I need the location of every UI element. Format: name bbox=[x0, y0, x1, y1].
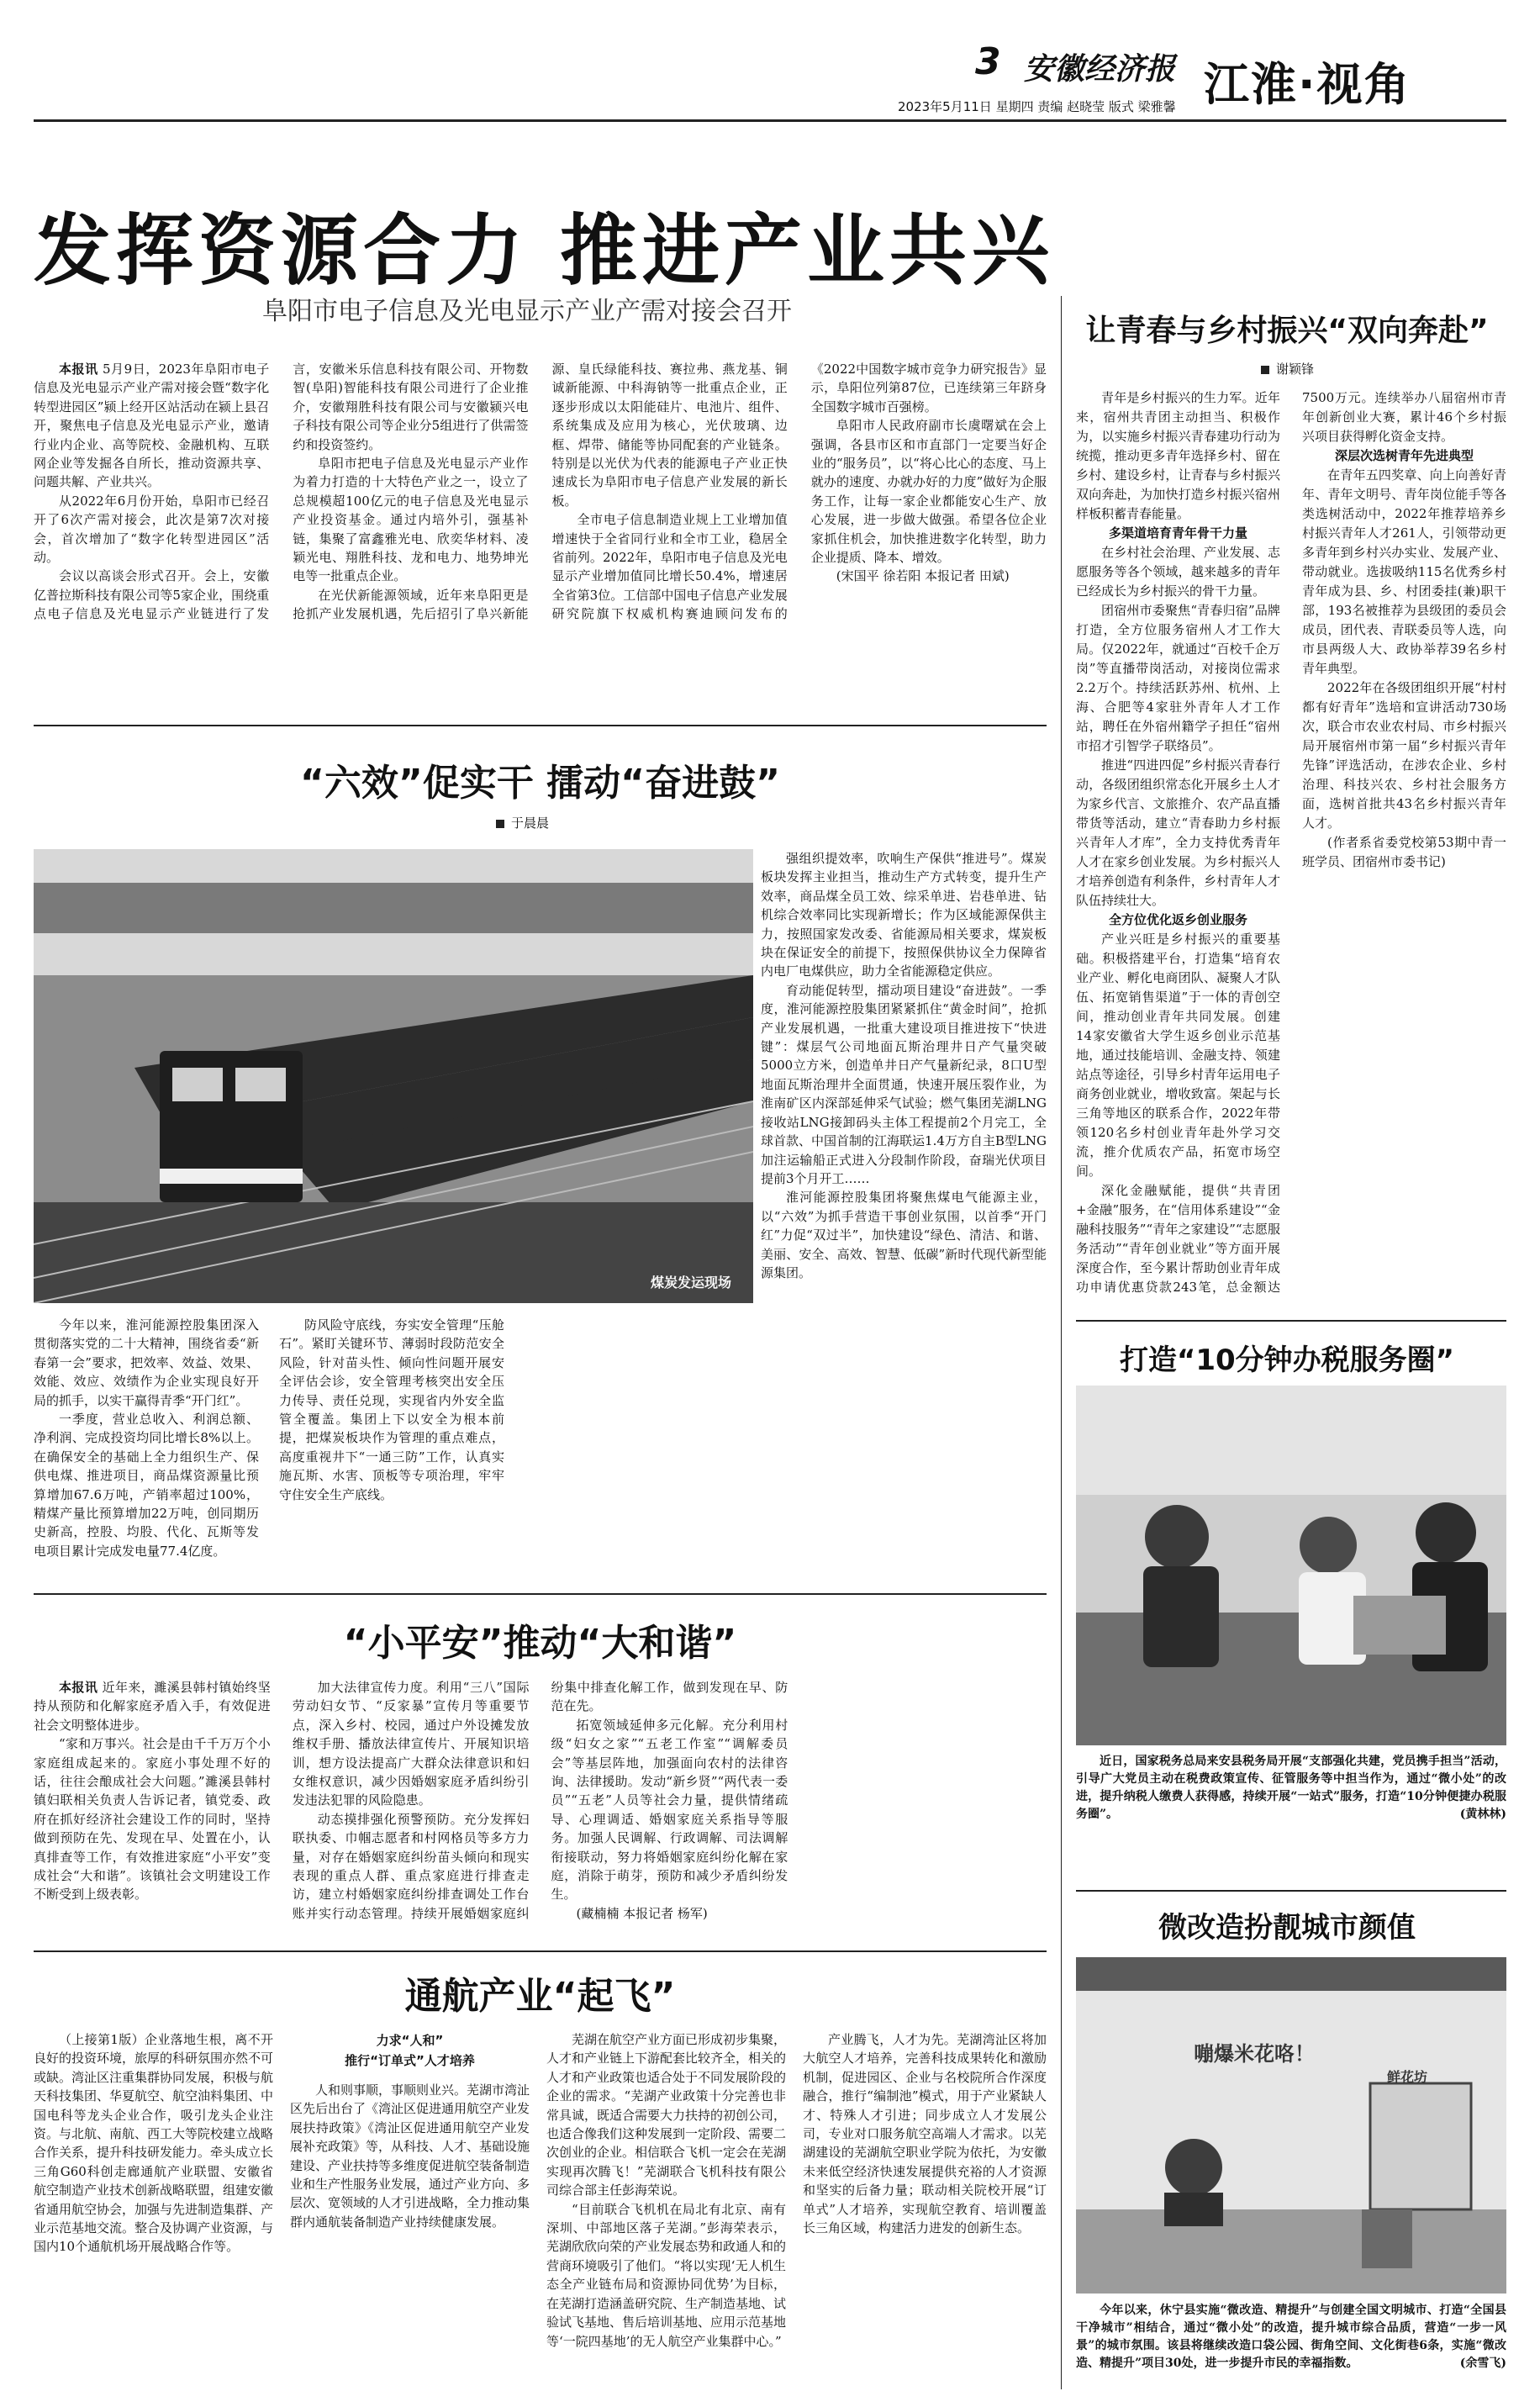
qingchun-paragraph: 团宿州市委聚焦“青春归宿”品牌打造，全方位服务宿州人才工作大局。仅2022年，就通过“百校千企万岗”等直播带岗活动，对接岗位需求2.2万个。持续活跃苏州、杭州、上海、合肥等4家驻外青年人才工作站，聘任在外宿州籍学子担任“宿州市招才引智学子联络员”。 bbox=[1076, 603, 1280, 753]
banshui-top-rule bbox=[1076, 1320, 1506, 1322]
photo-caption: 煤炭发运现场 bbox=[650, 1275, 731, 1291]
qingchun-byline: 谢颖锋 bbox=[1261, 360, 1314, 377]
qingchun-paragraph: 在青年五四奖章、向上向善好青年、青年文明号、青年岗位能手等各类选树活动中，2022年推荐培养乡村振兴青年人才261人，引领带动更多青年到乡村兴办实业、发展产业、带动就业。选拔吸纳115名优秀乡村青年成为县、乡、村团委挂(兼)职干部，193名被推荐为县级团的委员会成员，团代表、青联委员等人选，向市县两级人大、政协举荐39名乡村青年典型。 bbox=[1302, 467, 1506, 676]
lead-paragraph: 会议以高谈会形式召开。会上，安徽亿普拉斯科技有限公司等5家企业，围绕重点电子信息及光电显示产业链进行了发言，安徽米乐信息科技有限公司、开物数智(阜阳)智能科技有限公司进行了企业推介，安徽翔胜科技有限公司与安徽颍兴电子科技有限公司等企业分5组进行了供需签约和投资签约。 bbox=[34, 362, 529, 622]
weigaizao-top-rule bbox=[1076, 1890, 1506, 1892]
qingchun-paragraph: 在乡村社会治理、产业发展、志愿服务等各个领域，越来越多的青年已经成长为乡村振兴的骨干力量。 bbox=[1076, 545, 1280, 599]
banshui-caption: 近日，国家税务总局来安县税务局开展“支部强化共建，党员携手担当”活动，引导广大党员主动在税费政策宣传、征管服务等中担当作为，通过“微小处”的改进，提升纳税人缴费人获得感，持续开展“一站式”服务，打造“10分钟便捷办税服务圈”。 (黄林林) bbox=[1076, 1753, 1506, 1824]
lead-label: 本报讯 bbox=[59, 1680, 98, 1695]
lead-paragraph: 本报讯 5月9日，2023年阜阳市电子信息及光电显示产业产需对接会暨“数字化转型进园区”颍上经开区站活动在颍上县召开，聚焦电子信息及光电显示产业，邀请行业内企业、高等院校、金融机构、互联网企业等发掘各自所长，推动资源共享、问题共解、产业共兴。 bbox=[34, 362, 270, 490]
qingchun-title: 让青春与乡村振兴“双向奔赴” bbox=[1085, 314, 1489, 348]
liuxiao-paragraph: 强组织提效率，吹响生产保供“推进号”。煤炭板块发挥主业担当，推动生产方式转变，提升生产效率，商品煤全员工效、综采单进、岩巷单进、钻机综合效率同比实现新增长；作为区域能源保供主力，按照国家发改委、省能源局相关要求，煤炭板块在保证安全的前提下，按照保供协议全力保障省内电厂电煤供应，助力全省能源稳定供应。 bbox=[761, 851, 1047, 979]
lead-paragraph: 阜阳市人民政府副市长虞曙斌在会上强调，各县市区和市直部门一定要当好企业的“服务员”，以“将心比心的态度、马上就办的速度、办就办好的力度”做好为企服务工作，让每一家企业都能安心生产、放心发展，进一步做大做强。希望各位企业家抓住机会，加快推进数字化转型，助力企业提质、降本、增效。 bbox=[810, 418, 1047, 566]
liuxiao-paragraph: 淮河能源控股集团将聚焦煤电气能源主业，以“六效”为抓手营造干事创业氛围，以首季“开门红”力促“双过半”，加快建设“绿色、清洁、和谐、美丽、安全、高效、智慧、低碳”新时代现代新型能源集团。 bbox=[761, 1190, 1047, 1280]
liuxiao-byline: 于晨晨 bbox=[496, 814, 549, 831]
paper-name: 安徽经济报 bbox=[1024, 51, 1176, 87]
lead-title: 发挥资源合力 推进产业共兴 bbox=[34, 205, 1055, 296]
date-line: 2023年5月11日 星期四 责编 赵晓莹 版式 梁雅馨 bbox=[898, 99, 1176, 114]
mural-sign-text: 嘣爆米花咯！ bbox=[1194, 2041, 1315, 2066]
lead-paragraph: 全市电子信息制造业规上工业增加值增速快于全省同行业和全市工业，稳居全省前列。2022年，阜阳市电子信息及光电显示产业增加值同比增长50.4%，增速居全省第3位。工信部中国电子信息产业发展研究院旗下权威机构赛迪顾问发布的《2022中国数字城市竞争力研究报告》显示，阜阳位列第87位，已连续第三年跻身全国数字城市百强榜。 bbox=[551, 362, 1047, 622]
coal-train-illustration bbox=[34, 849, 753, 1303]
section-title: 江淮·视角 bbox=[1204, 58, 1411, 111]
tonghang-text-col2 bbox=[290, 2081, 530, 2392]
tonghang-paragraph: 芜湖在航空产业方面已形成初步集聚，人才和产业链上下游配套比较齐全，相关的人才和产业政策也适合处于不同发展阶段的企业的需求。“芜湖产业政策十分完善也非常具诚，既适合需要大力扶持的初创公司，也适合像我们这种发展到一定阶段、需要二次创业的企业。相信联合飞机一定会在芜湖实现再次腾飞！”芜湖联合飞机科技有限公司综合部主任彭海荣说。 bbox=[546, 2032, 786, 2198]
pingan-text bbox=[34, 1678, 1047, 1939]
tax-service-illustration bbox=[1076, 1386, 1506, 1745]
lead-label: 本报讯 bbox=[59, 362, 98, 377]
qingchun-paragraph: (作者系省委党校第53期中青一班学员、团宿州市委书记) bbox=[1302, 835, 1506, 869]
liuxiao-paragraph: 一季度，营业总收入、利润总额、净利润、完成投资均同比增长8%以上。在确保安全的基础上全力组织生产、保供电煤、推进项目，商品煤资源量比预算增加67.6万吨，产销率超过100%，精煤产量比预算增加22万吨，创同期历史新高，控股、均股、代化、瓦斯等发电项目累计完成发电量77.4亿度。 bbox=[34, 1412, 259, 1559]
liuxiao-text-right bbox=[761, 849, 1047, 1581]
lead-article-text bbox=[34, 360, 1047, 713]
qingchun-paragraph: 青年是乡村振兴的生力军。近年来，宿州共青团主动担当、积极作为，以实施乡村振兴青春建功行动为统揽，推动更多青年选择乡村、留在乡村、建设乡村，让青春与乡村振兴双向奔赴，为加快打造乡村振兴宿州样板积蓄青春能量。 bbox=[1076, 390, 1280, 521]
street-mural-illustration bbox=[1076, 1957, 1506, 2294]
pingan-paragraph: 加大法律宣传力度。利用“三八”国际劳动妇女节、“反家暴”宣传月等重要节点，深入乡村、校园，通过户外设摊发放维权手册、播放法律宣传片、开展知识培训，想方设法提高广大群众法律意识和妇女维权意识，减少因婚姻家庭矛盾纠纷引发违法犯罪的风险隐患。 bbox=[292, 1680, 530, 1808]
tonghang-paragraph: 产业腾飞，人才为先。芜湖湾沚区将加大航空人才培养，完善科技成果转化和激励机制，促进园区、企业与名校院所合作深度融合，推行“编制池”模式，用于产业紧缺人才、特殊人才引进；同步成立人才发展公司，专业对口服务航空高端人才需求。以芜湖建设的芜湖航空职业学院为依托，为安徽未来低空经济快速发展提供充裕的人才资源和坚实的后备力量；联动相关院校开展“订单式”人才培养，实现航空教育、培训覆盖长三角区域，构建活力进发的创新生态。 bbox=[803, 2032, 1047, 2236]
lead-paragraph: 阜阳市把电子信息及光电显示产业作为着力打造的十大特色产业之一，设立了总规模超100亿元的电子信息及光电显示产业投资基金。通过内培外引，强基补链，集聚了富鑫雅光电、欣奕华材料、凌颖光电、翔胜科技、龙和电力、地势坤光电等一批重点企业。 bbox=[293, 456, 529, 584]
lead-bottom-rule bbox=[34, 725, 1047, 726]
qingchun-subheading: 全方位优化返乡创业服务 bbox=[1108, 912, 1247, 927]
qingchun-paragraph: 推进“四进四促”乡村振兴青春行动，各级团组织常态化开展乡土人才为家乡代言、文旅推介、农产品直播带货等活动，建立“青春助力乡村振兴青年人才库”，全力支持优秀青年人才在家乡创业发展。为乡村振兴人才培养创造有利条件，乡村青年人才队伍持续壮大。 bbox=[1076, 757, 1280, 908]
pingan-bottom-rule bbox=[34, 1950, 1047, 1952]
pingan-paragraph: 本报讯 近年来，濉溪县韩村镇始终坚持从预防和化解家庭矛盾入手，有效促进社会文明整体进步。 bbox=[34, 1680, 271, 1733]
byline-square-icon bbox=[496, 820, 504, 828]
mural-shop-sign: 鲜花坊 bbox=[1387, 2069, 1428, 2085]
liuxiao-paragraph: 今年以来，淮河能源控股集团深入贯彻落实党的二十大精神，围绕省委“新春第一会”要求，把效率、效益、效果、效能、效应、效绩作为企业实现良好开局的抓手，以实干赢得青季“开门红”。 bbox=[34, 1317, 259, 1408]
qingchun-subheading: 深层次选树青年先进典型 bbox=[1334, 448, 1474, 463]
tonghang-paragraph: 人和则事顺，事顺则业兴。芜湖市湾沚区先后出台了《湾沚区促进通用航空产业发展扶持政策》《湾沚区促进通用航空产业发展补充政策》等，从科技、人才、基础设施建设、产业扶持等多维度促进航空装备制造业和生产性服务业发展，通过产业方向、多层次、宽领域的人才引进战略，全力推动集群内通航装备制造产业持续健康发展。 bbox=[290, 2082, 530, 2230]
pingan-title: “小平安”推动“大和谐” bbox=[343, 1622, 737, 1665]
tonghang-subhead-1: 力求“人和” bbox=[376, 2033, 444, 2048]
pingan-paragraph: (藏楠楠 本报记者 杨军) bbox=[576, 1905, 708, 1921]
qingchun-paragraph: 产业兴旺是乡村振兴的重要基础。积极搭建平台，打造集“培育农业产业、孵化电商团队、凝聚人才队伍、拓宽销售渠道”于一体的青创空间，推动创业青年共同发展。创建14家安徽省大学生返乡创业示范基地，通过技能培训、金融支持、领建站点等途径，引导乡村青年运用电子商务创业就业，增收致富。架起与长三角等地区的联系合作，2022年带领120名乡村创业青年赴外学习交流，推介优质农产品，拓宽市场空间。 bbox=[1076, 932, 1280, 1179]
banshui-credit: (黄林林) bbox=[1459, 1808, 1506, 1821]
weigaizao-caption: 今年以来，休宁县实施“微改造、精提升”与创建全国文明城市、打造“全国县干净城市”相结合，通过“微小处”的改造，提升城市综合品质，营造“一步一风景”的城市氛围。该县将继续改造口袋公园、街角空间、文化街巷6条，实施“微改造、精提升”项目30处，进一步提升市民的幸福指数。 (余雪飞) bbox=[1076, 2302, 1506, 2373]
tonghang-paragraph: “目前联合飞机机在局北有北京、南有深圳、中部地区落子芜湖。”彭海荣表示，芜湖欣欣向荣的产业发展态势和政通人和的营商环境吸引了他们。“将以实现‘无人机生态全产业链布局和资源协同优势’为目标，在芜湖打造涵盖研究院、生产制造基地、试验试飞基地、售后培训基地、应用示范基地等‘一院四基地’的无人航空产业集群中心。” bbox=[546, 2201, 786, 2349]
qingchun-text bbox=[1076, 388, 1506, 1305]
qingchun-paragraph: 2022年在各级团组织开展“村村都有好青年”选培和宣讲活动730场次，联合市农业农村局、市乡村振兴局开展宿州市第一届“乡村振兴青年先锋”评选活动，在涉农企业、乡村治理、科技兴农、乡村社会服务方面，选树首批共43名乡村振兴青年人才。 bbox=[1302, 680, 1506, 831]
tonghang-text-col4 bbox=[803, 2030, 1047, 2392]
page-number: 3 bbox=[975, 40, 1001, 83]
liuxiao-paragraph: 防风险守底线，夯实安全管理“压舱石”。紧盯关键环节、薄弱时段防范安全风险，针对苗头性、倾向性问题开展安全评估会诊，安全管理考核突出安全压力传导、责任兑现，实现省内外安全监管全覆盖。集团上下以安全为根本前提，把煤炭板块作为管理的重点难点，高度重视井下“一通三防”工作，认真实施瓦斯、水害、顶板等专项治理，牢牢守住安全生产底线。 bbox=[279, 1317, 504, 1502]
masthead bbox=[0, 0, 1540, 126]
lead-body bbox=[34, 360, 1047, 713]
tonghang-text-col1 bbox=[34, 2030, 273, 2392]
tonghang-text-col3 bbox=[546, 2030, 786, 2392]
pingan-paragraph: 动态摸排强化预警预防。充分发挥妇联执委、巾帼志愿者和村网格员等多方力量，对存在婚姻家庭纠纷苗头倾向和现实表现的重点人群、重点家庭进行排查走访，建立村婚姻家庭纠纷排查调处工作台账并实行动态管理。持续开展婚姻家庭纠纷集中排查化解工作，做到发现在早、防范在先。 bbox=[292, 1680, 788, 1921]
qingchun-paragraph: 深化金融赋能，提供“共青团+金融”服务，在“信用体系建设”“金融科技服务”“青年之家建设”“志愿服务活动”“青年创业就业”等方面开展深度合作，至今累计帮助创业青年成功申请优惠贷款243笔，总金额达7500万元。连续举办八届宿州市青年创新创业大赛，累计46个乡村振兴项目获得孵化资金支持。 bbox=[1076, 390, 1506, 1295]
lead-subtitle: 阜阳市电子信息及光电显示产业产需对接会召开 bbox=[262, 297, 792, 326]
lead-paragraph: (宋国平 徐若阳 本报记者 田斌) bbox=[836, 568, 1010, 584]
liuxiao-title: “六效”促实干 擂动“奋进鼓” bbox=[300, 762, 780, 805]
street-mural-photo bbox=[1076, 1957, 1506, 2294]
lead-paragraph: 在光伏新能源领域，近年来阜阳更是抢抓产业发展机遇，先后招引了阜兴新能源、皇氏绿能科技、赛拉弗、燕龙基、铜诚新能源、中科海钠等一批重点企业，正逐步形成以太阳能硅片、电池片、组件、系统集成及应用为核心，光伏玻璃、边框、焊带、储能等协同配套的产业链条。特别是以光伏为代表的能源电子产业正快速成长为阜阳市电子信息产业发展的新长板。 bbox=[293, 362, 788, 622]
byline-square-icon bbox=[1261, 366, 1269, 374]
pingan-paragraph: 拓宽领域延伸多元化解。充分利用村级“妇女之家”“五老工作室”“调解委员会”等基层阵地，加强面向农村的法律咨询、法律援助。发动“新乡贤”“两代表一委员”“五老”人员等社会力量，提供情绪疏导、心理调适、婚姻家庭关系指导等服务。加强人民调解、行政调解、司法调解衔接联动，努力将婚姻家庭纠纷化解在家庭，消除于萌芽，预防和减少矛盾纠纷发生。 bbox=[551, 1717, 788, 1903]
tonghang-paragraph: （上接第1版）企业落地生根，离不开良好的投资环境，旅厚的科研氛围亦然不可或缺。湾沚区注重集群协同发展，积极与航天科技集团、华夏航空、航空油料集团、中国电科等龙头企业合作，吸引龙头企业注资。与北航、南航、西工大等院校建立战略合作关系，提升科技研发能力。牵头成立长三角G60科创走廊通航产业联盟、安徽省航空制造产业技术创新战略联盟，组建安徽省通用航空协会，加强与先进制造集群、产业示范基地交流。整合及协调产业资源，与国内10个通航机场开展战略合作等。 bbox=[34, 2032, 273, 2255]
pingan-paragraph: “家和万事兴。社会是由千千万万个小家庭组成起来的。家庭小事处理不好的话，往往会酿成社会大问题。”濉溪县韩村镇妇联相关负责人告诉记者，镇党委、政府在抓好经济社会建设工作的同时，坚持做到预防在先、发现在早、处置在小，认真排查等工作，有效推进家庭“小平安”变成社会“大和谐”。该镇社会文明建设工作不断受到上级表彰。 bbox=[34, 1736, 271, 1903]
tax-service-photo bbox=[1076, 1386, 1506, 1745]
tonghang-title: 通航产业“起飞” bbox=[404, 1975, 676, 2018]
qingchun-subheading: 多渠道培育青年骨干力量 bbox=[1108, 525, 1247, 541]
tonghang-subheads bbox=[290, 2030, 530, 2071]
liuxiao-bottom-rule bbox=[34, 1593, 1047, 1595]
liuxiao-paragraph: 育动能促转型，擂动项目建设“奋进鼓”。一季度，淮河能源控股集团紧紧抓住“黄金时间”，抢抓产业发展机遇，一批重大建设项目推进按下“快进键”：煤层气公司地面瓦斯治理井日产气量突破5000立方米，创造单井日产气量新纪录，8口U型地面瓦斯治理井全面贯通，快速开展压裂作业，为淮南矿区内深部延伸采气试验；燃气集团芜湖LNG接收站LNG接卸码头主体工程提前2个月完工，全球首款、中国首制的江海联运1.4万方自主B型LNG加注运输船正式进入分段制作阶段，奋瑞光伏项目提前3个月开工…… bbox=[761, 982, 1047, 1186]
right-column-divider bbox=[1061, 296, 1062, 2389]
weigaizao-title: 微改造扮靓城市颜值 bbox=[1158, 1911, 1416, 1945]
liuxiao-text-bottom bbox=[34, 1316, 750, 1581]
coal-train-photo bbox=[34, 849, 753, 1303]
lead-paragraph: 从2022年6月份开始，阜阳市已经召开了6次产需对接会，此次是第7次对接会，首次增加了“数字化转型进园区”活动。 bbox=[34, 493, 270, 566]
masthead-rule bbox=[34, 119, 1506, 122]
banshui-title: 打造“10分钟办税服务圈” bbox=[1119, 1343, 1454, 1377]
weigaizao-credit: (余雪飞) bbox=[1459, 2357, 1506, 2370]
tonghang-subhead-2: 推行“订单式”人才培养 bbox=[345, 2053, 475, 2068]
